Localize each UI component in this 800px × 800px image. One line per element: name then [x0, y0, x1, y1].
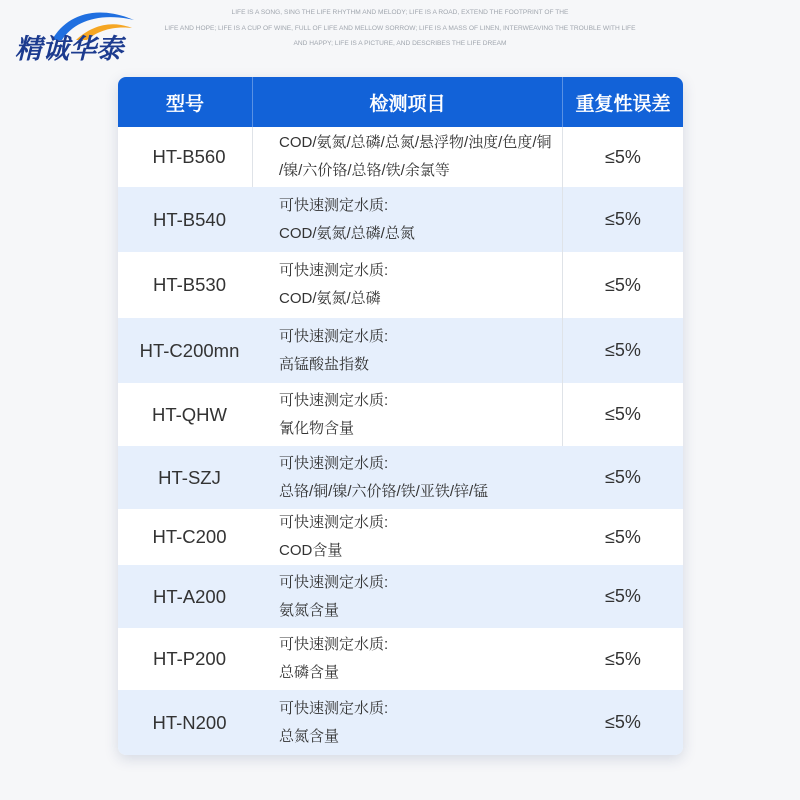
repeatability-error-cell	[563, 628, 683, 690]
model-cell	[118, 383, 253, 446]
test-items-line: 可快速测定水质:	[279, 391, 389, 409]
tagline	[0, 5, 800, 52]
test-items-line: 可快速测定水质:	[279, 636, 389, 653]
model-name: HT-QHW	[151, 403, 227, 425]
tagline-line: LIFE AND HOPE; LIFE IS A CUP OF WINE, FULL OF LIFE AND MELLOW SORROW; LIFE IS A MASS OF LINEN, INTERWEAVING THE TROUBLE WITH LIFE	[164, 24, 636, 32]
model-cell	[118, 690, 253, 755]
model-cell	[118, 252, 253, 318]
table-row	[118, 565, 683, 628]
table-row	[118, 628, 683, 690]
model-cell	[118, 565, 253, 628]
repeatability-error-cell	[563, 187, 683, 252]
table-row	[118, 318, 683, 383]
model-cell	[118, 318, 253, 383]
test-items-cell	[253, 383, 563, 446]
spec-table	[118, 77, 683, 755]
test-items-line: 可快速测定水质:	[279, 573, 389, 591]
repeatability-error-cell	[563, 690, 683, 755]
repeatability-error-value: ≤5%	[605, 340, 641, 360]
repeatability-error-value: ≤5%	[605, 274, 641, 295]
model-name: HT-A200	[152, 585, 226, 607]
repeatability-error-cell	[563, 318, 683, 383]
test-items-cell	[253, 187, 563, 252]
repeatability-error-cell	[563, 383, 683, 446]
model-cell	[118, 187, 253, 252]
table-row	[118, 127, 683, 187]
test-items-line: 氨氮含量	[279, 601, 340, 619]
model-name: HT-B540	[152, 208, 226, 230]
repeatability-error-cell	[563, 252, 683, 318]
repeatability-error-value: ≤5%	[605, 586, 641, 606]
logo-text: 精诚华泰	[15, 34, 123, 64]
table-row	[118, 383, 683, 446]
test-items-line: 总铬/铜/镍/六价铬/铁/亚铁/锌/锰	[279, 482, 489, 500]
repeatability-error-cell	[563, 446, 683, 509]
model-name: HT-C200mn	[139, 339, 240, 361]
test-items-cell	[253, 252, 563, 318]
model-name: HT-B560	[152, 146, 226, 167]
test-items-line: COD/氨氮/总磷/总氮	[279, 224, 415, 242]
table-row	[118, 446, 683, 509]
table-body	[118, 127, 683, 755]
model-name: HT-N200	[152, 711, 227, 733]
repeatability-error-value: ≤5%	[605, 146, 641, 167]
test-items-line: 氰化物含量	[279, 419, 355, 437]
model-cell	[118, 127, 253, 187]
test-items-line: COD/氨氮/总磷	[279, 290, 381, 307]
repeatability-error-cell	[563, 565, 683, 628]
test-items-line: 可快速测定水质:	[279, 327, 389, 345]
model-cell	[118, 446, 253, 509]
test-items-line: /镍/六价铬/总铬/铁/余氯等	[279, 162, 450, 179]
table-row	[118, 252, 683, 318]
table-row	[118, 509, 683, 565]
test-items-line: 可快速测定水质:	[279, 262, 389, 279]
test-items-line: 高锰酸盐指数	[279, 355, 370, 373]
test-items-line: COD/氨氮/总磷/总氮/悬浮物/浊度/色度/铜	[279, 134, 552, 151]
test-items-cell	[253, 509, 563, 565]
model-name: HT-C200	[152, 526, 227, 547]
model-name: HT-SZJ	[158, 466, 221, 488]
repeatability-error-value: ≤5%	[605, 526, 641, 547]
repeatability-error-cell	[563, 127, 683, 187]
test-items-cell	[253, 628, 563, 690]
header-repeatability-error: 重复性误差	[575, 93, 671, 115]
test-items-line: 可快速测定水质:	[279, 196, 389, 214]
test-items-line: 可快速测定水质:	[279, 699, 389, 717]
test-items-line: COD含量	[279, 542, 343, 559]
repeatability-error-value: ≤5%	[605, 648, 641, 669]
table-header	[118, 77, 683, 127]
table-row	[118, 187, 683, 252]
test-items-cell	[253, 446, 563, 509]
test-items-line: 总磷含量	[279, 664, 340, 681]
test-items-line: 总氮含量	[279, 727, 340, 745]
test-items-line: 可快速测定水质:	[279, 454, 389, 472]
model-cell	[118, 628, 253, 690]
test-items-line: 可快速测定水质:	[279, 514, 389, 531]
repeatability-error-value: ≤5%	[605, 209, 641, 229]
test-items-cell	[253, 565, 563, 628]
test-items-cell	[253, 127, 563, 187]
header-test-items: 检测项目	[253, 77, 563, 127]
tagline-line: AND HAPPY; LIFE IS A PICTURE, AND DESCRIBES THE LIFE DREAM	[293, 40, 507, 47]
test-items-cell	[253, 318, 563, 383]
repeatability-error-value: ≤5%	[605, 404, 641, 424]
table-row	[118, 690, 683, 755]
header-model: 型号	[118, 77, 253, 127]
test-items-cell	[253, 690, 563, 755]
repeatability-error-value: ≤5%	[605, 712, 641, 732]
model-name: HT-B530	[152, 274, 226, 295]
model-cell	[118, 509, 253, 565]
model-name: HT-P200	[152, 648, 226, 669]
tagline-line: LIFE IS A SONG, SING THE LIFE RHYTHM AND MELODY; LIFE IS A ROAD, EXTEND THE FOOTPRINT OF THE	[231, 9, 569, 16]
repeatability-error-cell	[563, 509, 683, 565]
repeatability-error-value: ≤5%	[605, 467, 641, 487]
